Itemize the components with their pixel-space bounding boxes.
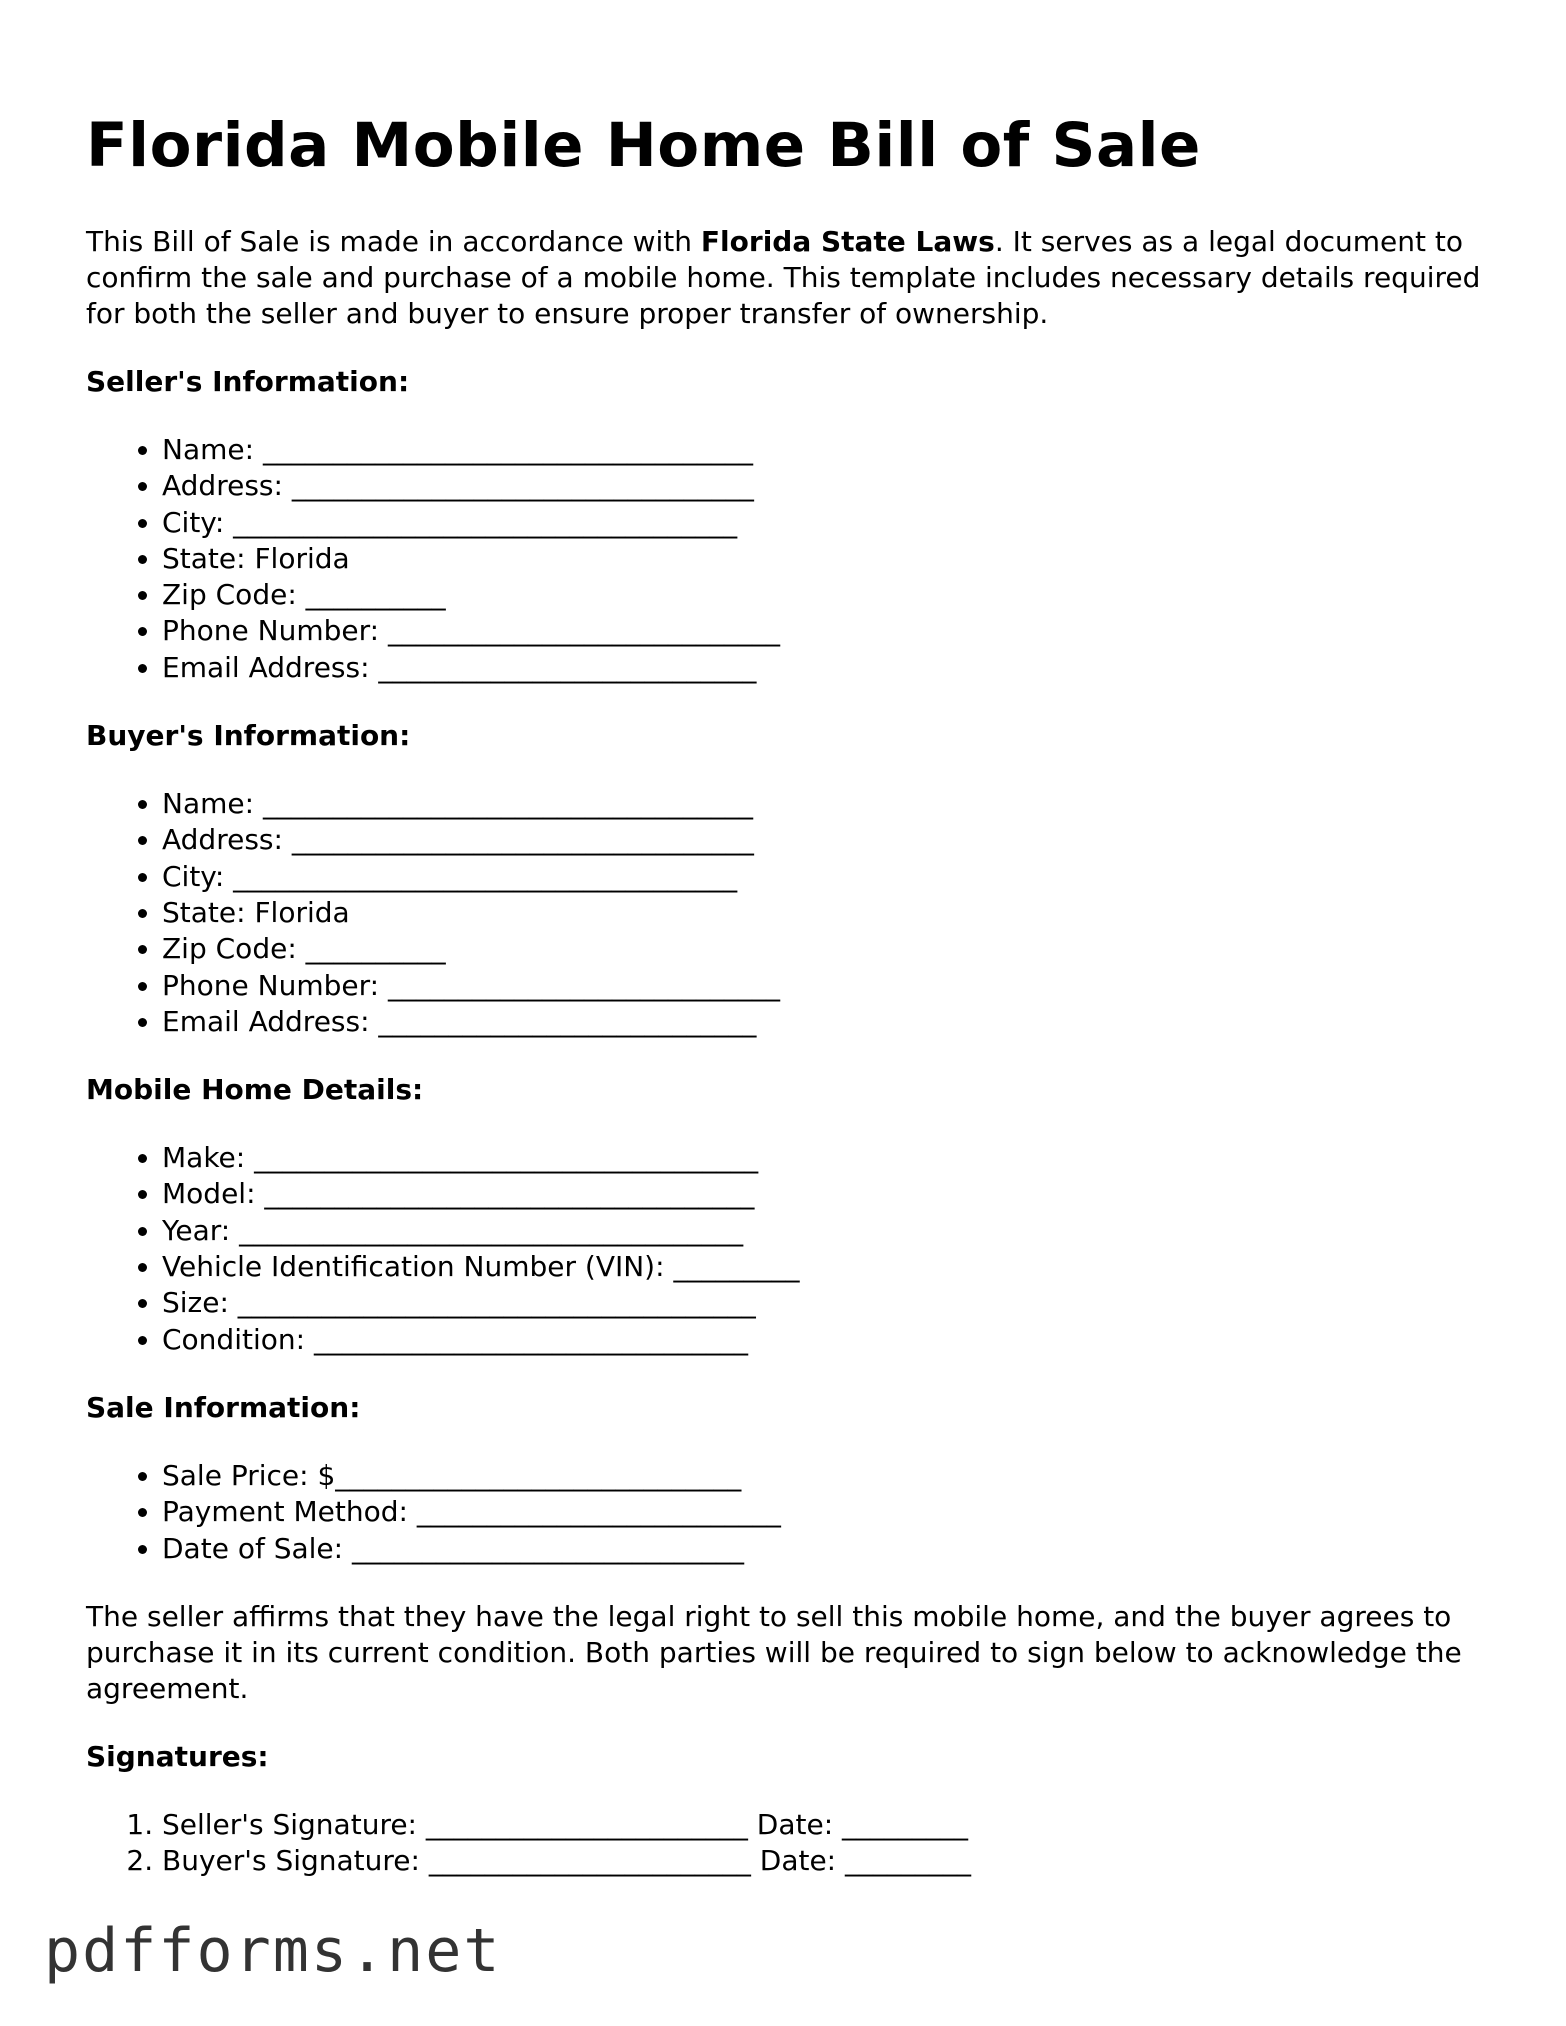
signatures-list (86, 1807, 1486, 1880)
home-year-item: • Year: ____________________________________ (162, 1213, 1486, 1249)
payment-method-item: • Payment Method: __________________________ (162, 1494, 1486, 1530)
buyer-signature-item: 2. Buyer's Signature: _______________________ Date: _________ (162, 1843, 1486, 1879)
buyer-address-item: • Address: _________________________________ (162, 822, 1486, 858)
intro-bold-text: Florida State Laws (700, 225, 995, 258)
buyer-heading: Buyer's Information: (86, 719, 411, 753)
seller-address-item: • Address: _________________________________ (162, 468, 1486, 504)
buyer-phone-item: • Phone Number: ____________________________ (162, 968, 1486, 1004)
seller-city-item: • City: ____________________________________ (162, 505, 1486, 541)
buyer-list (86, 786, 1486, 1040)
seller-email-item: • Email Address: ___________________________ (162, 650, 1486, 686)
seller-heading: Seller's Information: (86, 365, 410, 398)
buyer-city-item: • City: ____________________________________ (162, 859, 1486, 895)
sale-list (86, 1458, 1486, 1567)
seller-zip-item: • Zip Code: __________ (162, 577, 1486, 613)
buyer-name-item: • Name: ___________________________________ (162, 786, 1486, 822)
home-details-heading: Mobile Home Details: (86, 1073, 424, 1107)
sale-price-item: • Sale Price: $_____________________________ (162, 1458, 1486, 1494)
affirmation-paragraph: The seller affirms that they have the legal right to sell this mobile home, and the buyer agrees to purchase it in its current condition. Both parties will be required to sign below to acknowledge the agreement. (86, 1599, 1462, 1705)
home-details-list (86, 1140, 1486, 1358)
seller-phone-item: • Phone Number: ____________________________ (162, 613, 1486, 649)
buyer-state-item: • State: Florida (162, 895, 1486, 931)
home-size-item: • Size: _____________________________________ (162, 1285, 1486, 1321)
document-title: Florida Mobile Home Bill of Sale (86, 110, 1201, 181)
buyer-email-item: • Email Address: ___________________________ (162, 1004, 1486, 1040)
seller-signature-item: 1. Seller's Signature: _______________________ Date: _________ (162, 1807, 1486, 1843)
sale-heading: Sale Information: (86, 1390, 361, 1424)
home-vin-item: • Vehicle Identification Number (VIN): _________ (162, 1249, 1486, 1285)
sale-date-item: • Date of Sale: ____________________________ (162, 1531, 1486, 1567)
home-make-item: • Make: ____________________________________ (162, 1140, 1486, 1176)
intro-paragraph (86, 224, 1486, 332)
signatures-heading: Signatures: (86, 1739, 269, 1773)
watermark-text: pdfforms.net (44, 1916, 502, 1986)
home-model-item: • Model: ___________________________________ (162, 1176, 1486, 1212)
buyer-zip-item: • Zip Code: __________ (162, 931, 1486, 967)
home-condition-item: • Condition: _______________________________ (162, 1322, 1486, 1358)
intro-text-start: This Bill of Sale is made in accordance with (86, 225, 701, 258)
seller-state-item: • State: Florida (162, 541, 1486, 577)
document-page (86, 108, 1486, 1911)
seller-list (86, 432, 1486, 686)
intro-text-end: . It serves as a legal document to confirm the sale and purchase of a mobile home. This template includes necessary details required for both the seller and buyer to ensure proper transfer of ownership. (86, 225, 1481, 330)
seller-name-item: • Name: ___________________________________ (162, 432, 1486, 468)
